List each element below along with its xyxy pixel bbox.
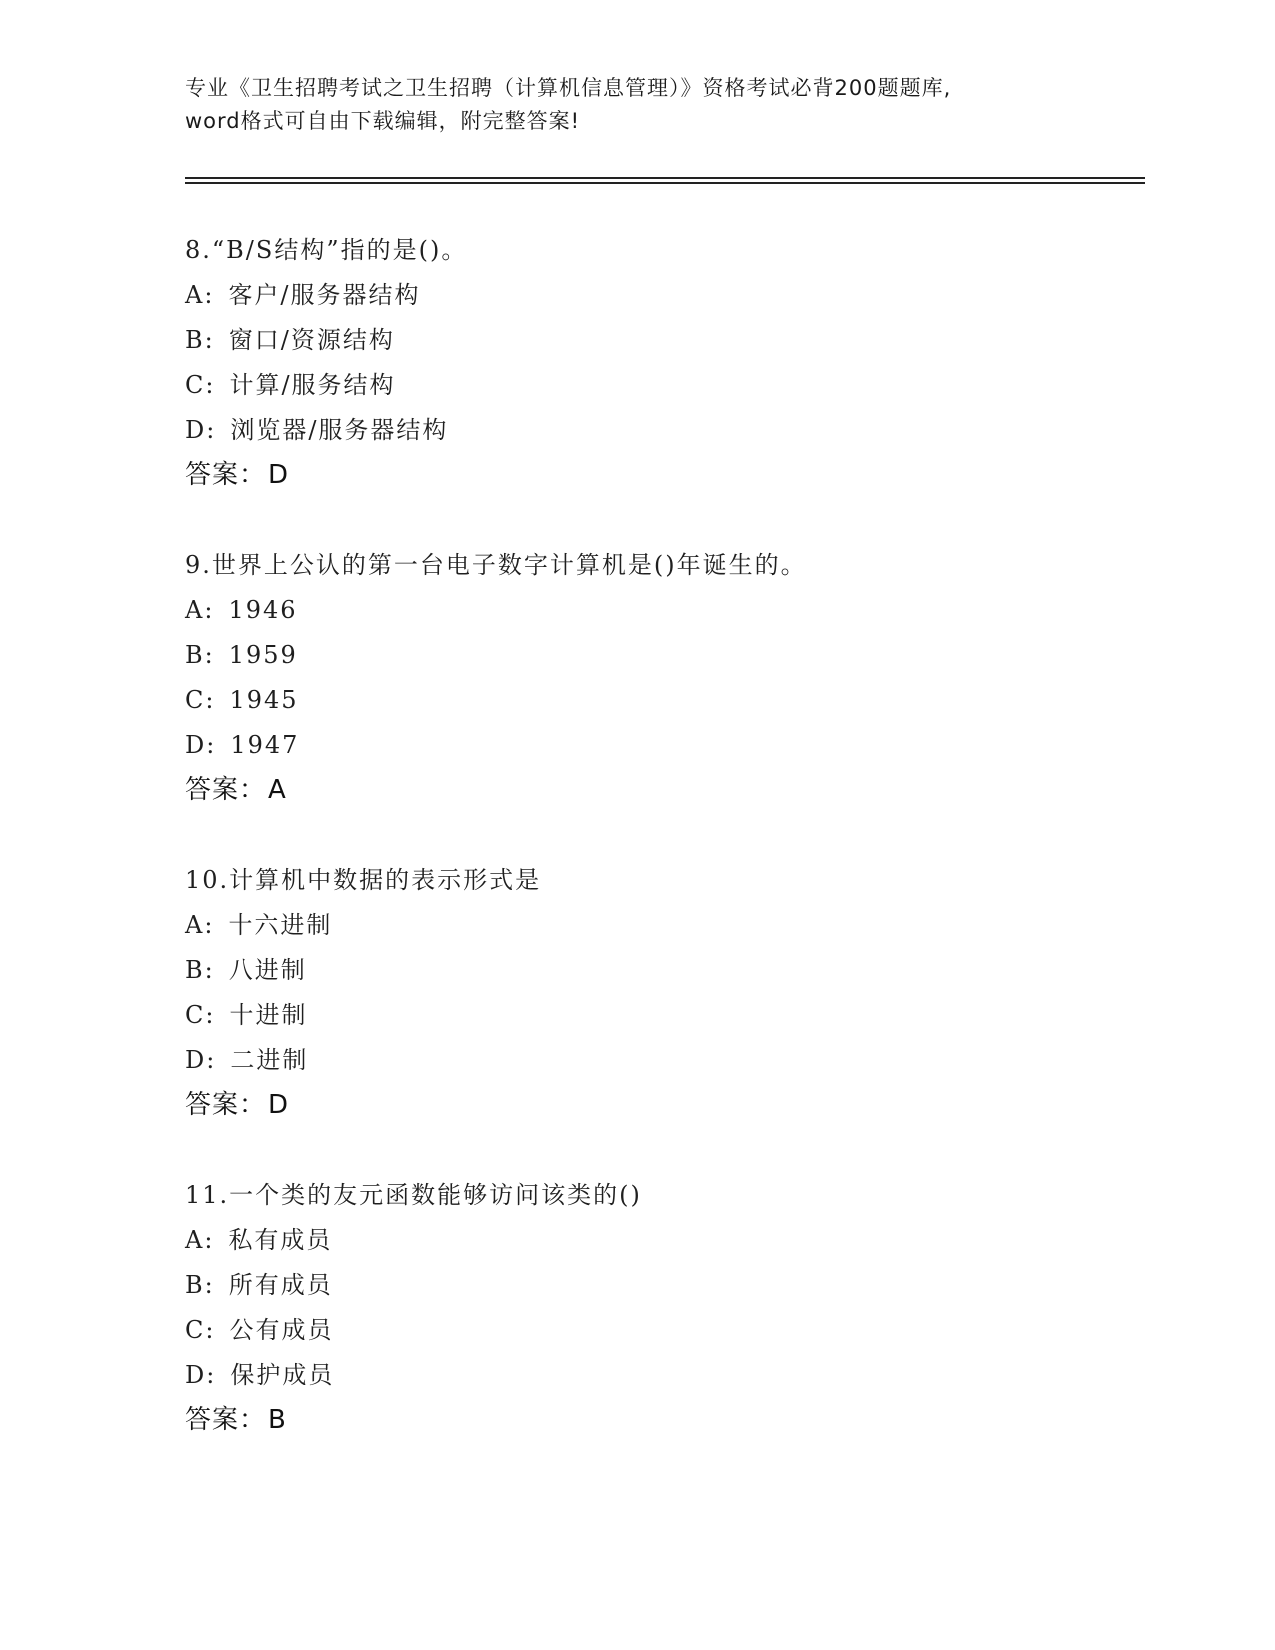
option-text: 保护成员: [230, 1361, 335, 1389]
option-letter: A: [185, 596, 205, 624]
option-d: [185, 1353, 1145, 1398]
option-separator: :: [205, 1316, 216, 1344]
header-divider-bottom: [185, 182, 1145, 184]
option-separator: :: [206, 1361, 217, 1389]
option-letter: C: [185, 1001, 206, 1029]
option-text: 私有成员: [228, 1226, 333, 1254]
answer-line: [185, 1398, 1145, 1443]
question-block: [185, 228, 1145, 498]
option-d: [185, 723, 1145, 768]
option-d: [185, 408, 1145, 453]
answer-line: [185, 453, 1145, 498]
answer-value: B: [268, 1405, 287, 1435]
answer-line: [185, 1083, 1145, 1128]
document-header: [185, 72, 1085, 138]
option-text: 所有成员: [228, 1271, 333, 1299]
option-letter: C: [185, 371, 206, 399]
option-a: [185, 903, 1145, 948]
option-text: 十六进制: [228, 911, 333, 939]
answer-label: 答案：: [185, 775, 267, 805]
option-separator: :: [204, 911, 215, 939]
option-text: 十进制: [229, 1001, 308, 1029]
option-text: 窗口/资源结构: [228, 326, 395, 354]
option-separator: :: [205, 1001, 216, 1029]
option-letter: C: [185, 1316, 206, 1344]
option-text: 1945: [229, 686, 299, 714]
option-separator: :: [204, 281, 215, 309]
header-line-1: 专业《卫生招聘考试之卫生招聘（计算机信息管理）》资格考试必背200题题库,: [185, 76, 952, 100]
question-block: [185, 543, 1145, 813]
option-c: [185, 363, 1145, 408]
option-c: [185, 678, 1145, 723]
option-letter: D: [185, 416, 207, 444]
option-letter: A: [185, 281, 205, 309]
option-letter: D: [185, 1046, 207, 1074]
option-separator: :: [204, 956, 215, 984]
option-separator: :: [204, 1226, 215, 1254]
answer-value: D: [268, 460, 290, 490]
option-separator: :: [206, 1046, 217, 1074]
option-text: 浏览器/服务器结构: [230, 416, 449, 444]
option-text: 1946: [228, 596, 298, 624]
option-letter: B: [185, 956, 205, 984]
option-separator: :: [205, 686, 216, 714]
option-text: 1959: [228, 641, 298, 669]
option-a: [185, 273, 1145, 318]
option-letter: A: [185, 1226, 205, 1254]
option-separator: :: [204, 326, 215, 354]
option-text: 1947: [230, 731, 300, 759]
option-separator: :: [205, 371, 216, 399]
option-a: [185, 588, 1145, 633]
option-d: [185, 1038, 1145, 1083]
option-letter: A: [185, 911, 205, 939]
answer-line: [185, 768, 1145, 813]
option-b: [185, 318, 1145, 363]
answer-value: D: [268, 1090, 290, 1120]
question-block: [185, 1173, 1145, 1443]
answer-label: 答案：: [185, 1090, 267, 1120]
question-stem: 11.一个类的友元函数能够访问该类的(): [185, 1181, 642, 1209]
option-b: [185, 633, 1145, 678]
option-text: 二进制: [230, 1046, 309, 1074]
header-line-2: word格式可自由下载编辑，附完整答案!: [185, 109, 581, 133]
answer-label: 答案：: [185, 460, 267, 490]
option-text: 八进制: [228, 956, 307, 984]
option-separator: :: [206, 731, 217, 759]
option-a: [185, 1218, 1145, 1263]
question-stem: 8.“B/S结构”指的是()。: [185, 236, 468, 264]
question-stem: 10.计算机中数据的表示形式是: [185, 866, 542, 894]
option-letter: C: [185, 686, 206, 714]
option-b: [185, 948, 1145, 993]
option-letter: D: [185, 731, 207, 759]
option-letter: D: [185, 1361, 207, 1389]
option-separator: :: [204, 641, 215, 669]
answer-label: 答案：: [185, 1405, 267, 1435]
question-block: [185, 858, 1145, 1128]
question-stem: 9.世界上公认的第一台电子数字计算机是()年诞生的。: [185, 551, 807, 579]
option-text: 计算/服务结构: [229, 371, 396, 399]
header-divider-top: [185, 177, 1145, 179]
option-b: [185, 1263, 1145, 1308]
option-separator: :: [206, 416, 217, 444]
option-separator: :: [204, 1271, 215, 1299]
option-c: [185, 1308, 1145, 1353]
option-letter: B: [185, 1271, 205, 1299]
answer-value: A: [268, 775, 287, 805]
option-c: [185, 993, 1145, 1038]
option-text: 公有成员: [229, 1316, 334, 1344]
option-separator: :: [204, 596, 215, 624]
option-letter: B: [185, 641, 205, 669]
option-text: 客户/服务器结构: [228, 281, 421, 309]
option-letter: B: [185, 326, 205, 354]
